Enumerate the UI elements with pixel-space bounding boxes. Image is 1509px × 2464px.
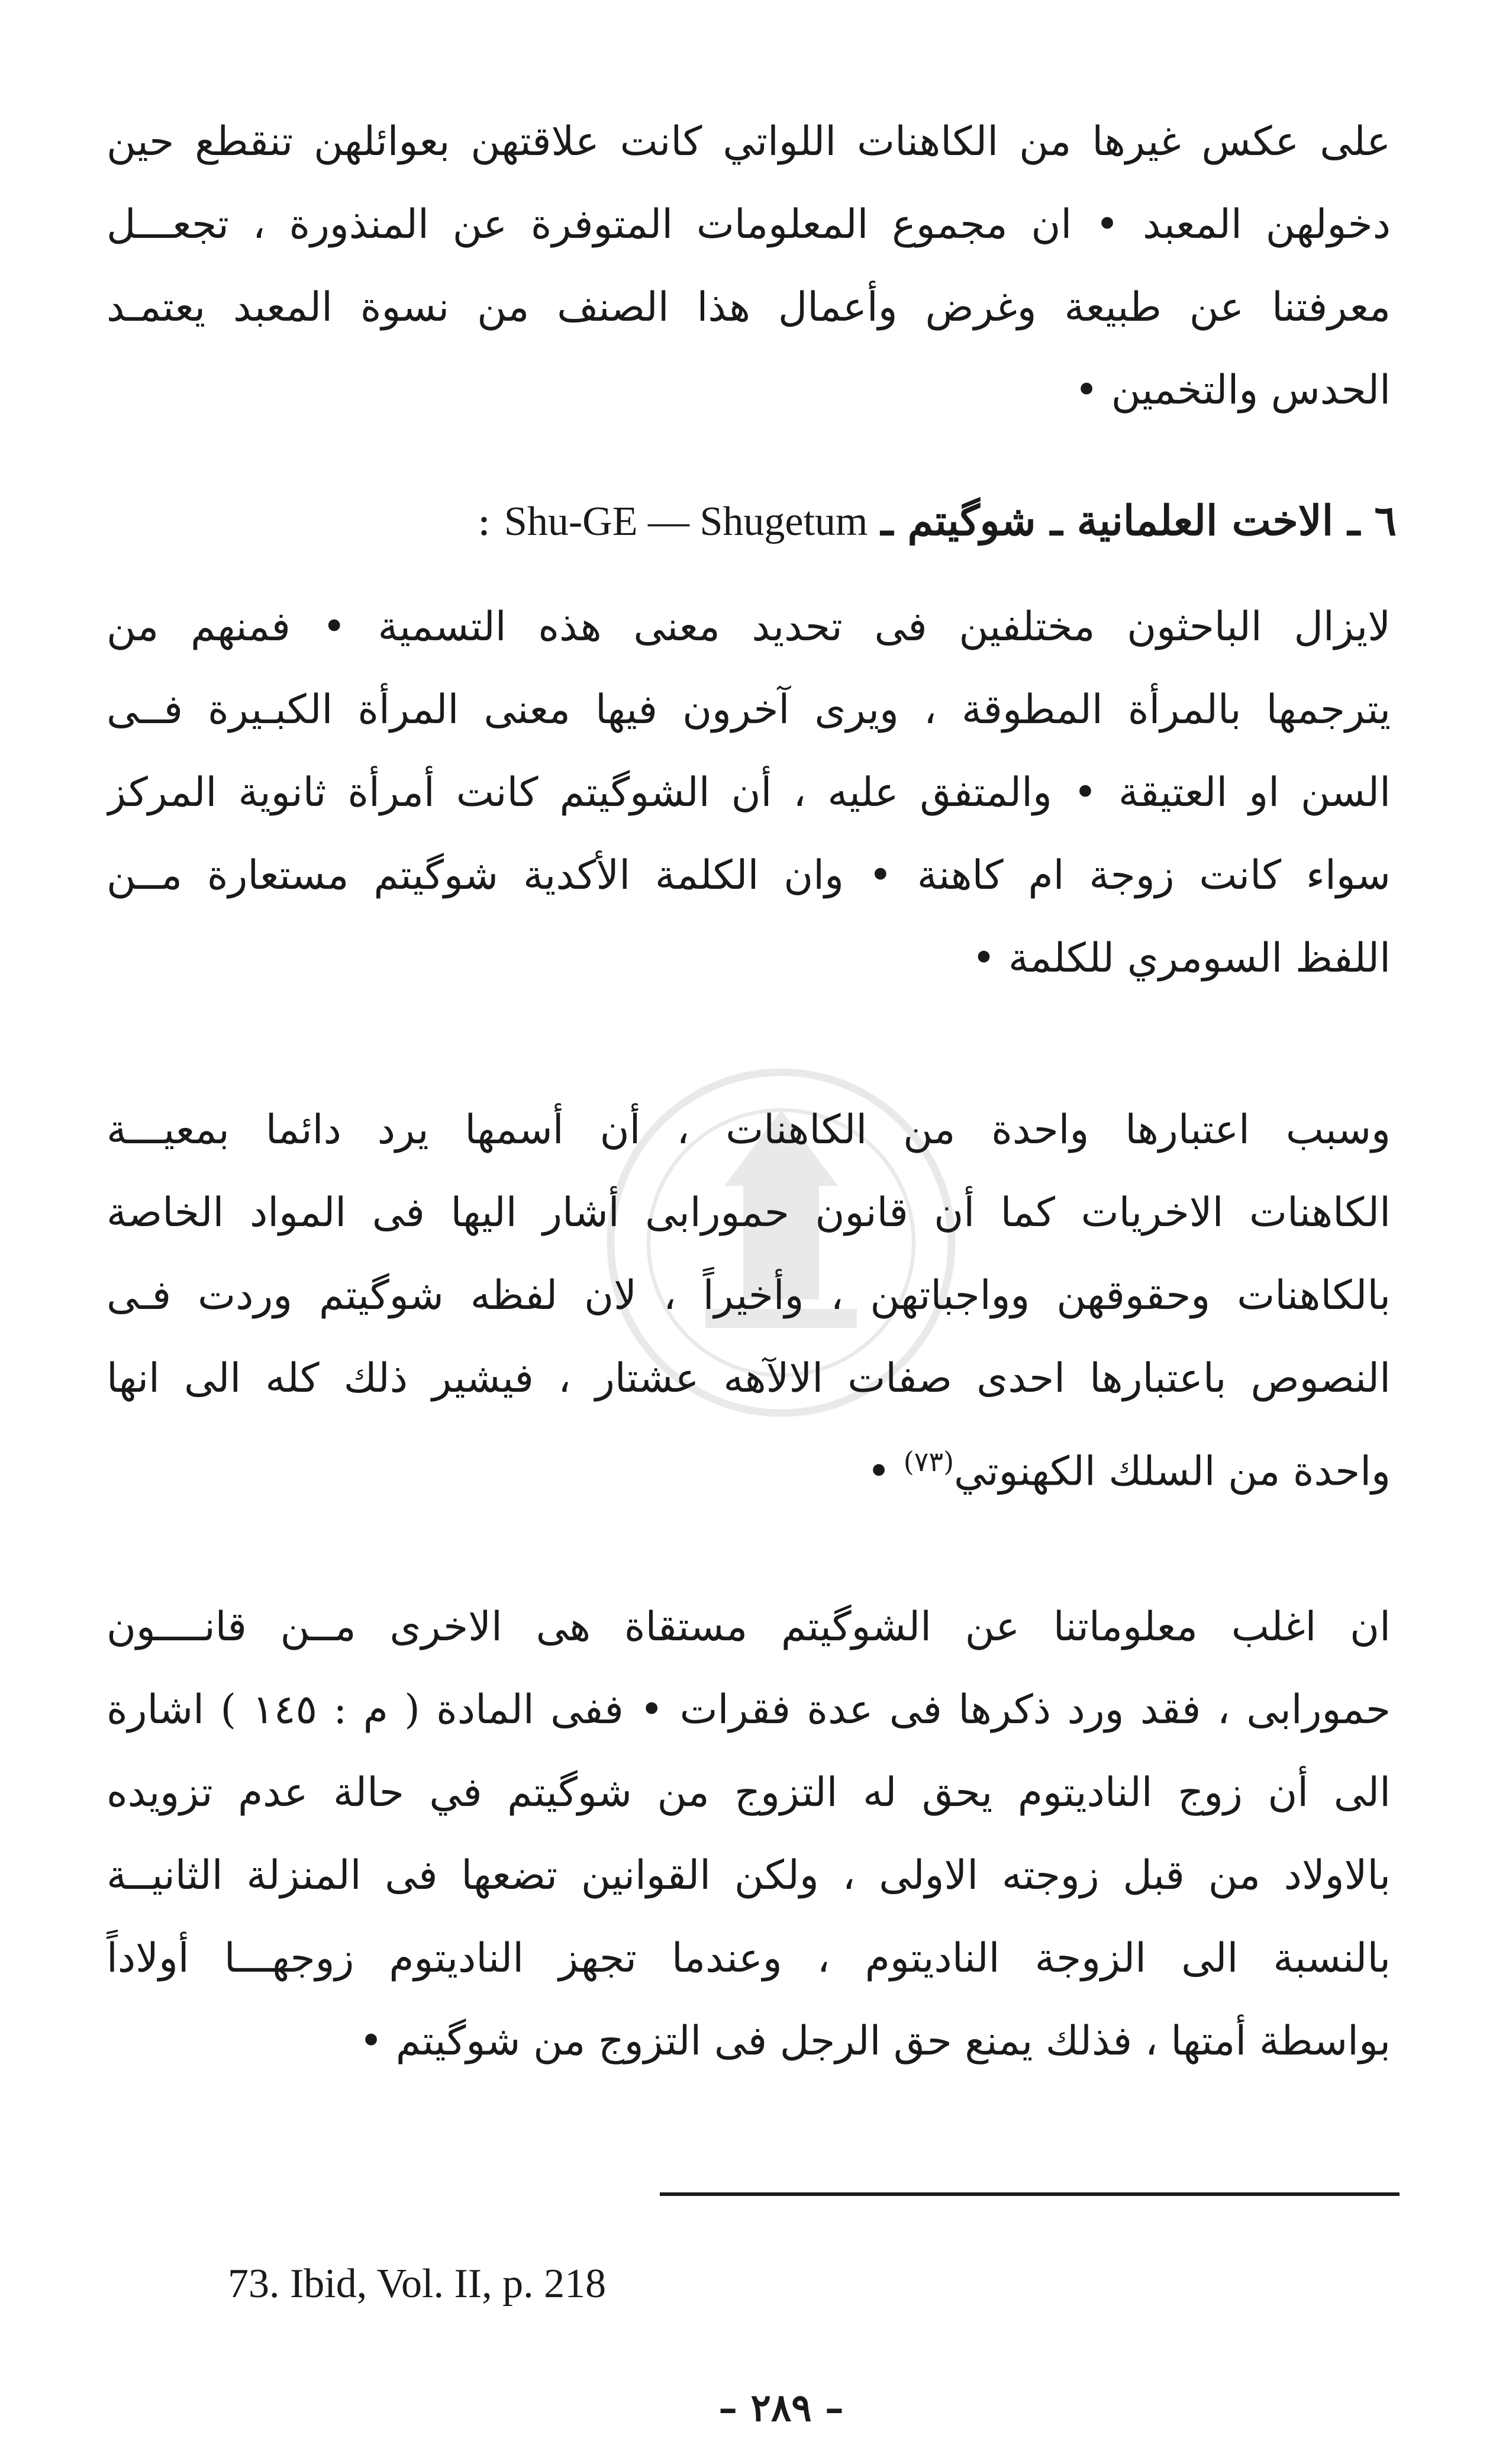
- text-line-content: واحدة من السلك الكهنوتي: [954, 1448, 1391, 1495]
- sentence-end: •: [866, 1448, 891, 1495]
- text-line: الكاهنات الاخريات كما أن قانون حمورابى أشار اليها فى المواد الخاصة: [107, 1189, 1391, 1236]
- section-heading: [195, 485, 1397, 557]
- text-line: سواء كانت زوجة ام كاهنة • وان الكلمة الأكدية شوگيتم مستعارة مــن: [107, 852, 1391, 899]
- text-line: يترجمها بالمرأة المطوقة ، ويرى آخرون فيها معنى المرأة الكبـيرة فــى: [107, 686, 1391, 733]
- paragraph-2: [107, 586, 1391, 1000]
- footnote-divider: [660, 2192, 1400, 2196]
- footnote-marker: (٧٣): [903, 1446, 955, 1478]
- paragraph-4: [107, 1586, 1391, 2083]
- text-line: معرفتنا عن طبيعة وغرض وأعمال هذا الصنف من نسوة المعبد يعتمـد: [107, 284, 1391, 331]
- text-line: الحدس والتخمين •: [1074, 367, 1391, 414]
- text-line: بالاولاد من قبل زوجته الاولى ، ولكن القوانين تضعها فى المنزلة الثانيــة: [107, 1852, 1391, 1899]
- text-line: لايزال الباحثون مختلفين فى تحديد معنى هذه التسمية • فمنهم من: [107, 604, 1391, 650]
- paragraph-1: [107, 101, 1391, 432]
- text-line: دخولهن المعبد • ان مجموع المعلومات المتوفرة عن المنذورة ، تجعـــل: [107, 201, 1391, 248]
- text-line: بالكاهنات وحقوقهن وواجباتهن ، وأخيراً ، لان لفظه شوگيتم وردت فـى: [107, 1272, 1391, 1319]
- text-line: على عكس غيرها من الكاهنات اللواتي كانت علاقتهن بعوائلهن تنقطع حين: [107, 118, 1391, 165]
- text-line: السن او العتيقة • والمتفق عليه ، أن الشوگيتم كانت أمرأة ثانوية المركز: [107, 769, 1391, 816]
- text-line: اللفظ السومري للكلمة •: [972, 935, 1391, 982]
- text-line: حمورابى ، فقد ورد ذكرها فى عدة فقرات • ففى المادة ( م : ١٤٥ ) اشارة: [107, 1686, 1391, 1733]
- text-line-with-footnote: [107, 1420, 1391, 1514]
- paragraph-3: [107, 1089, 1391, 1514]
- text-line: الى أن زوج الناديتوم يحق له التزوج من شوگيتم في حالة عدم تزويده: [107, 1769, 1391, 1816]
- footnote: 73. Ibid, Vol. II, p. 218: [228, 2261, 607, 2307]
- text-line: بواسطة أمتها ، فذلك يمنع حق الرجل فى التزوج من شوگيتم •: [359, 2018, 1391, 2065]
- text-line: بالنسبة الى الزوجة الناديتوم ، وعندما تجهز الناديتوم زوجهـــا أولاداً: [107, 1935, 1391, 1982]
- section-heading-arabic: ٦ ـ الاخت العلمانية ـ شوگيتم ـ: [881, 496, 1397, 545]
- text-line: النصوص باعتبارها احدى صفات الالآهه عشتار ، فيشير ذلك كله الى انها: [107, 1355, 1391, 1402]
- section-heading-colon: :: [477, 496, 491, 545]
- text-line: وسبب اعتبارها واحدة من الكاهنات ، أن أسمها يرد دائما بمعيـــة: [107, 1107, 1391, 1153]
- text-line: ان اغلب معلوماتنا عن الشوگيتم مستقاة هى الاخرى مــن قانــــون: [107, 1604, 1391, 1650]
- page-number: – ٢٨٩ –: [718, 2386, 844, 2430]
- section-heading-latin: Shu-GE — Shugetum: [504, 499, 868, 544]
